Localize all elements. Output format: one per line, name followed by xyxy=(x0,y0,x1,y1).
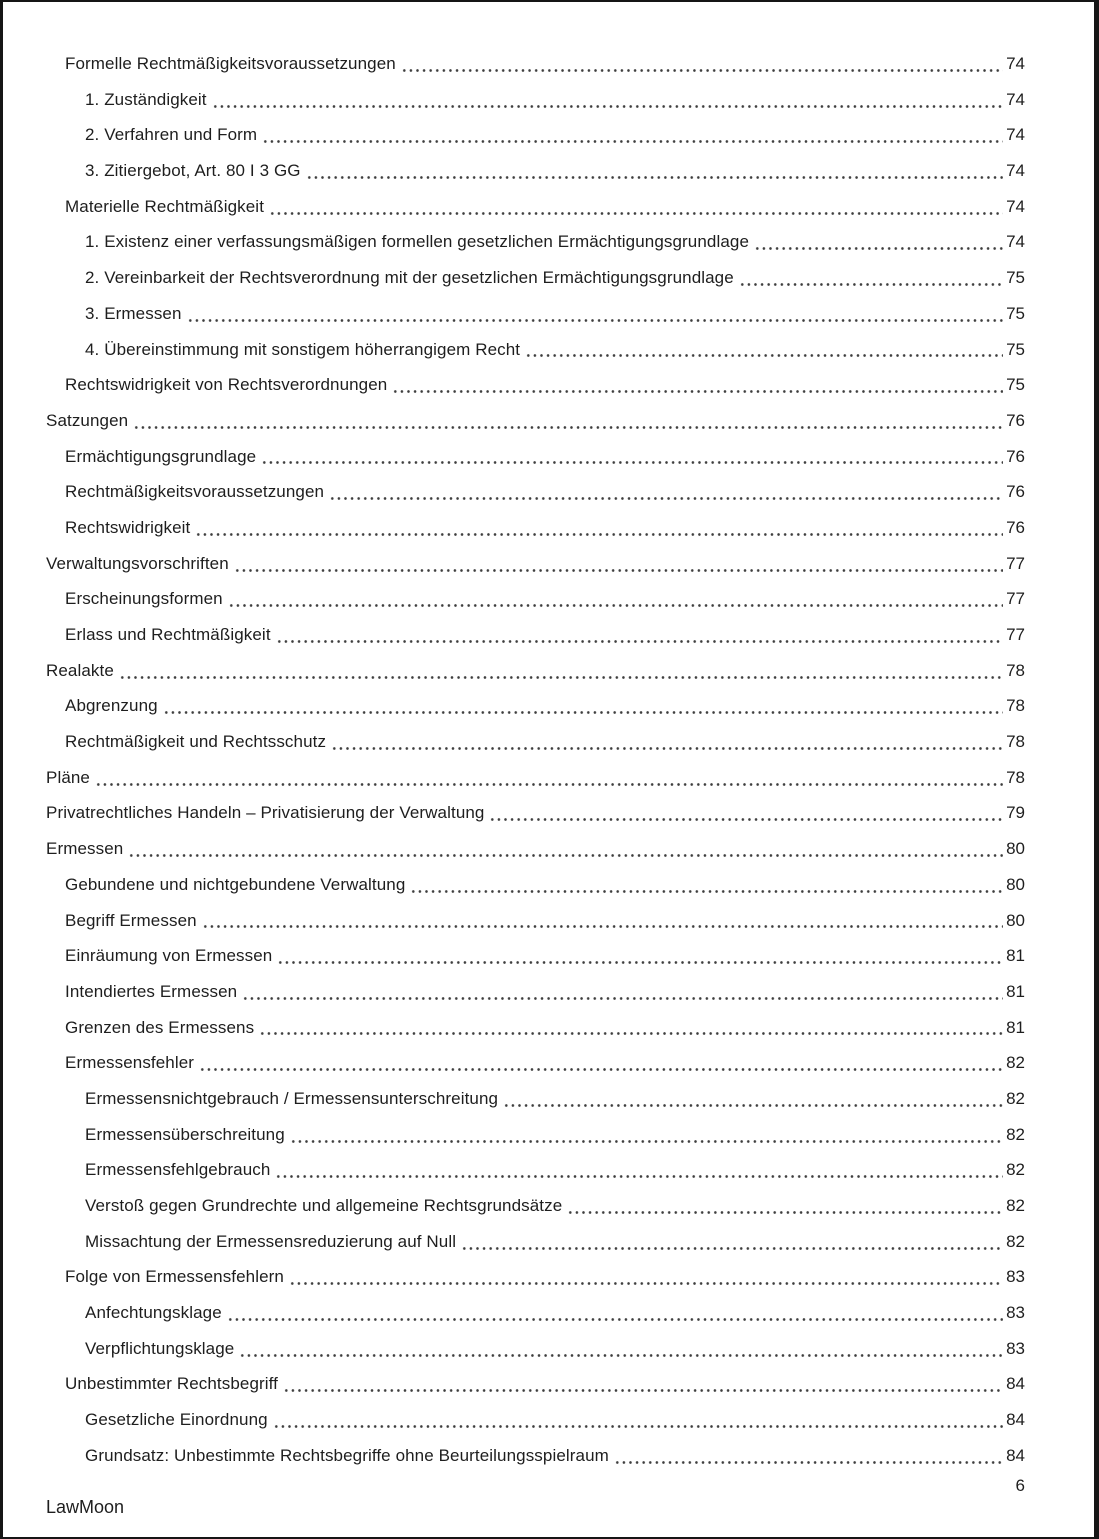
toc-entry-page-number: 83 xyxy=(1006,1267,1025,1287)
dotted-leader xyxy=(241,974,1003,1010)
toc-entry-page-number: 80 xyxy=(1006,839,1025,859)
dotted-leader xyxy=(391,367,1003,403)
toc-entry[interactable] xyxy=(46,974,1025,1010)
toc-entry[interactable] xyxy=(46,1295,1025,1331)
toc-entry-page-number: 75 xyxy=(1006,375,1025,395)
toc-entry-title: Realakte xyxy=(46,660,114,680)
toc-entry[interactable] xyxy=(46,1259,1025,1295)
dotted-leader xyxy=(268,189,1003,225)
toc-entry-title: Ermessensfehler xyxy=(65,1053,195,1073)
toc-entry-title: 1. Zuständigkeit xyxy=(85,89,207,109)
toc-entry-page-number: 76 xyxy=(1006,517,1025,537)
toc-entry-title: Erscheinungsformen xyxy=(65,589,223,609)
toc-entry-title: Erlass und Rechtmäßigkeit xyxy=(65,625,271,644)
toc-entry-title: 4. Übereinstimmung mit sonstigem höherrangigem Recht xyxy=(85,339,521,359)
toc-entry[interactable] xyxy=(46,617,1025,653)
toc-entry-title: 1. Existenz einer verfassungsmäßigen formellen gesetzlichen Ermächtigungsgrundlage xyxy=(85,232,749,252)
toc-entry-page-number: 82 xyxy=(1006,1088,1025,1108)
toc-entry[interactable] xyxy=(46,795,1025,831)
toc-entry[interactable] xyxy=(46,46,1025,82)
dotted-leader xyxy=(305,153,1003,189)
toc-entry-title: Satzungen xyxy=(46,410,129,430)
toc-entry-page-number: 75 xyxy=(1006,303,1025,323)
dotted-leader xyxy=(194,510,1003,546)
dotted-leader xyxy=(488,795,1003,831)
toc-entry[interactable] xyxy=(46,1366,1025,1402)
toc-entry-page-number: 74 xyxy=(1006,232,1025,252)
toc-entry-title: Missachtung der Ermessensreduzierung auf Null xyxy=(85,1231,457,1251)
dotted-leader xyxy=(211,82,1003,118)
toc-entry-page-number: 79 xyxy=(1006,803,1025,823)
toc-entry-title: Rechtswidrigkeit von Rechtsverordnungen xyxy=(65,375,388,395)
dotted-leader xyxy=(275,617,1003,653)
toc-entry-page-number: 84 xyxy=(1006,1374,1025,1394)
toc-entry-page-number: 78 xyxy=(1006,660,1025,680)
toc-entry-title: Folge von Ermessensfehlern xyxy=(65,1267,284,1287)
toc-entry-title: 3. Ermessen xyxy=(85,303,182,323)
toc-entry[interactable] xyxy=(46,653,1025,689)
toc-entry-page-number: 75 xyxy=(1006,268,1025,288)
toc-entry-title: 3. Zitiergebot, Art. 80 I 3 GG xyxy=(85,161,301,181)
toc-entry-title: Grenzen des Ermessens xyxy=(65,1017,255,1037)
toc-entry-title: Materielle Rechtmäßigkeit xyxy=(65,196,265,216)
toc-entry-title: Ermessensfehlgebrauch xyxy=(85,1160,271,1180)
dotted-leader xyxy=(409,867,1003,903)
toc-entry[interactable] xyxy=(46,724,1025,760)
toc-entry-page-number: 75 xyxy=(1006,339,1025,359)
dotted-leader xyxy=(288,1259,1003,1295)
toc-entry-page-number: 74 xyxy=(1006,54,1025,73)
toc-entry-title: Rechtmäßigkeit und Rechtsschutz xyxy=(65,732,327,752)
toc-entry[interactable] xyxy=(46,1152,1025,1188)
toc-entry-title: Ermessensüberschreitung xyxy=(85,1124,285,1144)
toc-entry[interactable] xyxy=(46,1081,1025,1117)
toc-entry-title: Einräumung von Ermessen xyxy=(65,946,273,966)
dotted-leader xyxy=(186,296,1004,332)
dotted-leader xyxy=(238,1331,1003,1367)
toc-entry[interactable] xyxy=(46,332,1025,368)
toc-entry[interactable] xyxy=(46,82,1025,118)
toc-entry-page-number: 81 xyxy=(1006,1017,1025,1037)
toc-entry[interactable] xyxy=(46,1224,1025,1260)
toc-entry-page-number: 83 xyxy=(1006,1338,1025,1358)
toc-entry-title: Verstoß gegen Grundrechte und allgemeine Rechtsgrundsätze xyxy=(85,1196,563,1215)
dotted-leader xyxy=(226,1295,1003,1331)
dotted-leader xyxy=(94,760,1003,796)
toc-entry-title: Formelle Rechtmäßigkeitsvoraussetzungen xyxy=(65,54,396,73)
toc-entry-page-number: 82 xyxy=(1006,1053,1025,1073)
toc-entry-page-number: 76 xyxy=(1006,482,1025,502)
toc-entry-page-number: 74 xyxy=(1006,125,1025,145)
toc-entry-page-number: 82 xyxy=(1006,1160,1025,1180)
dotted-leader xyxy=(227,581,1003,617)
toc-entry-page-number: 74 xyxy=(1006,196,1025,216)
toc-entry[interactable] xyxy=(46,1331,1025,1367)
dotted-leader xyxy=(260,439,1003,475)
toc-entry[interactable] xyxy=(46,903,1025,939)
toc-entry-page-number: 76 xyxy=(1006,410,1025,430)
toc-entry[interactable] xyxy=(46,439,1025,475)
dotted-leader xyxy=(233,546,1003,582)
dotted-leader xyxy=(460,1224,1003,1260)
toc-entry-title: Intendiertes Ermessen xyxy=(65,981,238,1001)
toc-entry-title: Grundsatz: Unbestimmte Rechtsbegriffe ohne Beurteilungsspielraum xyxy=(85,1445,609,1465)
toc-entry[interactable] xyxy=(46,867,1025,903)
toc-entry-page-number: 74 xyxy=(1006,161,1025,181)
toc-entry[interactable] xyxy=(46,1402,1025,1438)
toc-entry[interactable] xyxy=(46,938,1025,974)
toc-entry[interactable] xyxy=(46,1117,1025,1153)
toc-entry[interactable] xyxy=(46,1438,1025,1474)
toc-entry[interactable] xyxy=(46,296,1025,332)
dotted-leader xyxy=(400,46,1003,82)
dotted-leader xyxy=(127,831,1003,867)
toc-entry-page-number: 77 xyxy=(1006,553,1025,573)
toc-entry-page-number: 80 xyxy=(1006,874,1025,894)
toc-entry[interactable] xyxy=(46,474,1025,510)
toc-entry-title: Pläne xyxy=(46,767,90,787)
toc-entry-title: Rechtswidrigkeit xyxy=(65,517,191,537)
toc-entry-page-number: 84 xyxy=(1006,1410,1025,1430)
toc-entry-title: Ermächtigungsgrundlage xyxy=(65,446,257,466)
toc-entry-title: Privatrechtliches Handeln – Privatisierung der Verwaltung xyxy=(46,803,485,823)
toc-entry-page-number: 82 xyxy=(1006,1124,1025,1144)
toc-entry-page-number: 74 xyxy=(1006,89,1025,109)
dotted-leader xyxy=(258,1010,1003,1046)
dotted-leader xyxy=(502,1081,1003,1117)
toc-entry[interactable] xyxy=(46,546,1025,582)
toc-entry[interactable] xyxy=(46,760,1025,796)
toc-entry-page-number: 76 xyxy=(1006,446,1025,466)
toc-entry-title: Anfechtungsklage xyxy=(85,1303,222,1323)
toc-entry-page-number: 78 xyxy=(1006,696,1025,716)
dotted-leader xyxy=(272,1402,1003,1438)
toc-entry-page-number: 77 xyxy=(1006,625,1025,644)
toc-entry-page-number: 78 xyxy=(1006,767,1025,787)
dotted-leader xyxy=(613,1438,1003,1474)
toc-entry-title: 2. Vereinbarkeit der Rechtsverordnung mit der gesetzlichen Ermächtigungsgrundlage xyxy=(85,268,734,288)
toc-entry-page-number: 84 xyxy=(1006,1445,1025,1465)
toc-entry-title: Gebundene und nichtgebundene Verwaltung xyxy=(65,874,406,894)
toc-entry[interactable] xyxy=(46,153,1025,189)
toc-entry[interactable] xyxy=(46,367,1025,403)
toc-entry-title: Unbestimmter Rechtsbegriff xyxy=(65,1374,278,1394)
toc-entry-page-number: 81 xyxy=(1006,946,1025,966)
toc-entry-page-number: 77 xyxy=(1006,589,1025,609)
dotted-leader xyxy=(289,1117,1003,1153)
dotted-leader xyxy=(330,724,1003,760)
toc-entry-page-number: 78 xyxy=(1006,732,1025,752)
toc-entry-page-number: 82 xyxy=(1006,1196,1025,1215)
dotted-leader xyxy=(201,903,1003,939)
toc-entry-title: Verwaltungsvorschriften xyxy=(46,553,229,573)
dotted-leader xyxy=(274,1152,1003,1188)
toc-entry-title: Verpflichtungsklage xyxy=(85,1338,235,1358)
dotted-leader xyxy=(738,260,1003,296)
dotted-leader xyxy=(198,1045,1003,1081)
toc-entry-title: Gesetzliche Einordnung xyxy=(85,1410,268,1430)
toc-entry-title: Ermessensnichtgebrauch / Ermessensunterschreitung xyxy=(85,1088,499,1108)
dotted-leader xyxy=(753,224,1003,260)
toc-entry-page-number: 82 xyxy=(1006,1231,1025,1251)
toc-entry-title: Ermessen xyxy=(46,839,124,859)
dotted-leader xyxy=(566,1188,1003,1224)
toc-entry-title: Begriff Ermessen xyxy=(65,910,197,930)
toc-entry-page-number: 83 xyxy=(1006,1303,1025,1323)
dotted-leader xyxy=(524,332,1003,368)
toc-entry[interactable] xyxy=(46,403,1025,439)
toc-entry[interactable] xyxy=(46,688,1025,724)
toc-entry-page-number: 81 xyxy=(1006,981,1025,1001)
dotted-leader xyxy=(118,653,1003,689)
dotted-leader xyxy=(328,474,1003,510)
toc-entry[interactable] xyxy=(46,831,1025,867)
toc-entry[interactable] xyxy=(46,260,1025,296)
dotted-leader xyxy=(276,938,1003,974)
toc-entry[interactable] xyxy=(46,581,1025,617)
page-number: 6 xyxy=(1015,1475,1025,1495)
toc-entry-title: Abgrenzung xyxy=(65,696,158,716)
toc-entry[interactable] xyxy=(46,510,1025,546)
dotted-leader xyxy=(261,117,1003,153)
toc-entry[interactable] xyxy=(46,117,1025,153)
toc-entry-title: 2. Verfahren und Form xyxy=(85,125,258,145)
dotted-leader xyxy=(282,1366,1003,1402)
table-of-contents xyxy=(3,2,1094,1474)
toc-entry-page-number: 80 xyxy=(1006,910,1025,930)
toc-entry[interactable] xyxy=(46,189,1025,225)
toc-entry[interactable] xyxy=(46,224,1025,260)
dotted-leader xyxy=(162,688,1003,724)
toc-entry[interactable] xyxy=(46,1045,1025,1081)
toc-entry-title: Rechtmäßigkeitsvoraussetzungen xyxy=(65,482,325,502)
toc-entry[interactable] xyxy=(46,1010,1025,1046)
footer-brand: LawMoon xyxy=(46,1496,125,1517)
dotted-leader xyxy=(132,403,1003,439)
toc-entry[interactable] xyxy=(46,1188,1025,1224)
